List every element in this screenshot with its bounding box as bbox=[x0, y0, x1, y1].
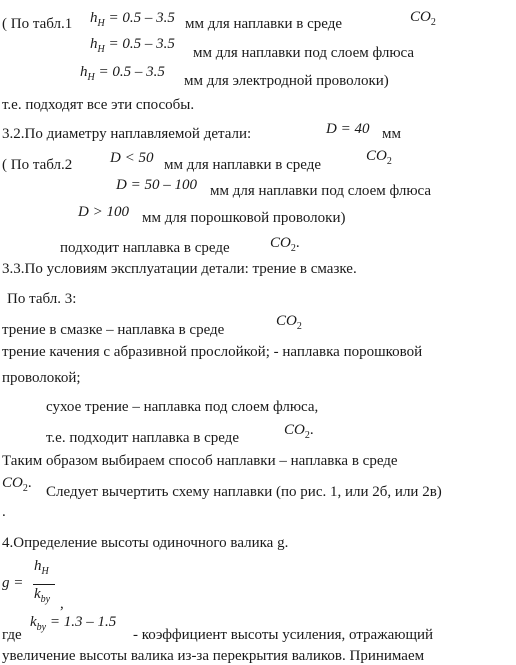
lubricated-friction-line: трение в смазке – наплавка в среде bbox=[2, 322, 225, 338]
ref-table-3: По табл. 3: bbox=[7, 291, 77, 307]
fraction-numerator: $h_H$ bbox=[34, 558, 49, 577]
ref-table-2: ( По табл.2 bbox=[2, 157, 73, 173]
section-4-heading: 4.Определение высоты одиночного валика g. bbox=[2, 535, 289, 551]
formula-d-50-100: D = 50 – 100 bbox=[116, 177, 197, 193]
co2-symbol: $CO_2$. bbox=[270, 235, 300, 254]
kby-definition: - коэффициент высоты усиления, отражающий bbox=[133, 627, 434, 643]
co2-symbol: $CO_2$ bbox=[366, 148, 392, 167]
dry-friction-line: сухое трение – наплавка под слоем флюса, bbox=[46, 399, 319, 415]
conclusion-co2: подходит наплавка в среде bbox=[60, 240, 230, 256]
fraction-denominator: $k_{by}$ bbox=[34, 586, 51, 605]
section-3-2-heading: 3.2.По диаметру наплавляемой детали: bbox=[2, 126, 252, 142]
rolling-friction-line: трение качения с абразивной прослойкой; - наплавка порошковой bbox=[2, 344, 423, 360]
scheme-instruction: Следует вычертить схему наплавки (по рис. 1, или 2б, или 2в) bbox=[46, 484, 442, 500]
formula-g-fraction bbox=[2, 558, 72, 618]
formula-h-flux: $h_H = 0.5 - 3.5$ bbox=[90, 36, 175, 55]
text-electrode-wire: мм для электродной проволоки) bbox=[184, 73, 389, 89]
text-co2-welding-2: мм для наплавки в среде bbox=[164, 157, 322, 173]
co2-symbol: $CO_2$ bbox=[276, 313, 302, 332]
conclusion-co2-2: т.е. подходит наплавка в среде bbox=[46, 430, 239, 446]
formula-d-lt-50: D < 50 bbox=[110, 150, 154, 166]
unit-mm: мм bbox=[382, 126, 401, 142]
conclusion-all-methods: т.е. подходят все эти способы. bbox=[2, 97, 195, 113]
where-label: где bbox=[2, 627, 22, 643]
text-powder-wire: мм для порошковой проволоки) bbox=[142, 210, 346, 226]
section-3-3-heading: 3.3.По условиям эксплуатации детали: трение в смазке. bbox=[2, 261, 357, 277]
formula-h-co2: $h_H = 0.5 - 3.5$ bbox=[90, 10, 175, 29]
trailing-dot: . bbox=[2, 504, 6, 520]
formula-d-gt-100: D > 100 bbox=[78, 204, 129, 220]
rolling-friction-line-cont: проволокой; bbox=[2, 370, 81, 386]
formula-kby: $k_{by} = 1.3 - 1.5$ bbox=[30, 614, 117, 633]
text-co2-welding: мм для наплавки в среде bbox=[185, 16, 343, 32]
co2-symbol: $CO_2$. bbox=[2, 475, 32, 494]
kby-definition-cont: увеличение высоты валика из-за перекрытия валиков. Принимаем bbox=[2, 648, 425, 664]
co2-symbol: $CO_2$ bbox=[410, 9, 436, 28]
formula-d-40: D = 40 bbox=[326, 121, 370, 137]
ref-table-1: ( По табл.1 bbox=[2, 16, 73, 32]
text-flux-welding-2: мм для наплавки под слоем флюса bbox=[210, 183, 432, 199]
fraction-bar bbox=[33, 584, 55, 585]
method-selection-line: Таким образом выбираем способ наплавки – наплавка в среде bbox=[2, 453, 398, 469]
fraction-comma: , bbox=[60, 596, 64, 612]
formula-g-lhs: g = bbox=[2, 575, 24, 591]
text-flux-welding: мм для наплавки под слоем флюса bbox=[193, 45, 415, 61]
co2-symbol: $CO_2$. bbox=[284, 422, 314, 441]
formula-h-electrode: $h_H = 0.5 - 3.5$ bbox=[80, 64, 165, 83]
